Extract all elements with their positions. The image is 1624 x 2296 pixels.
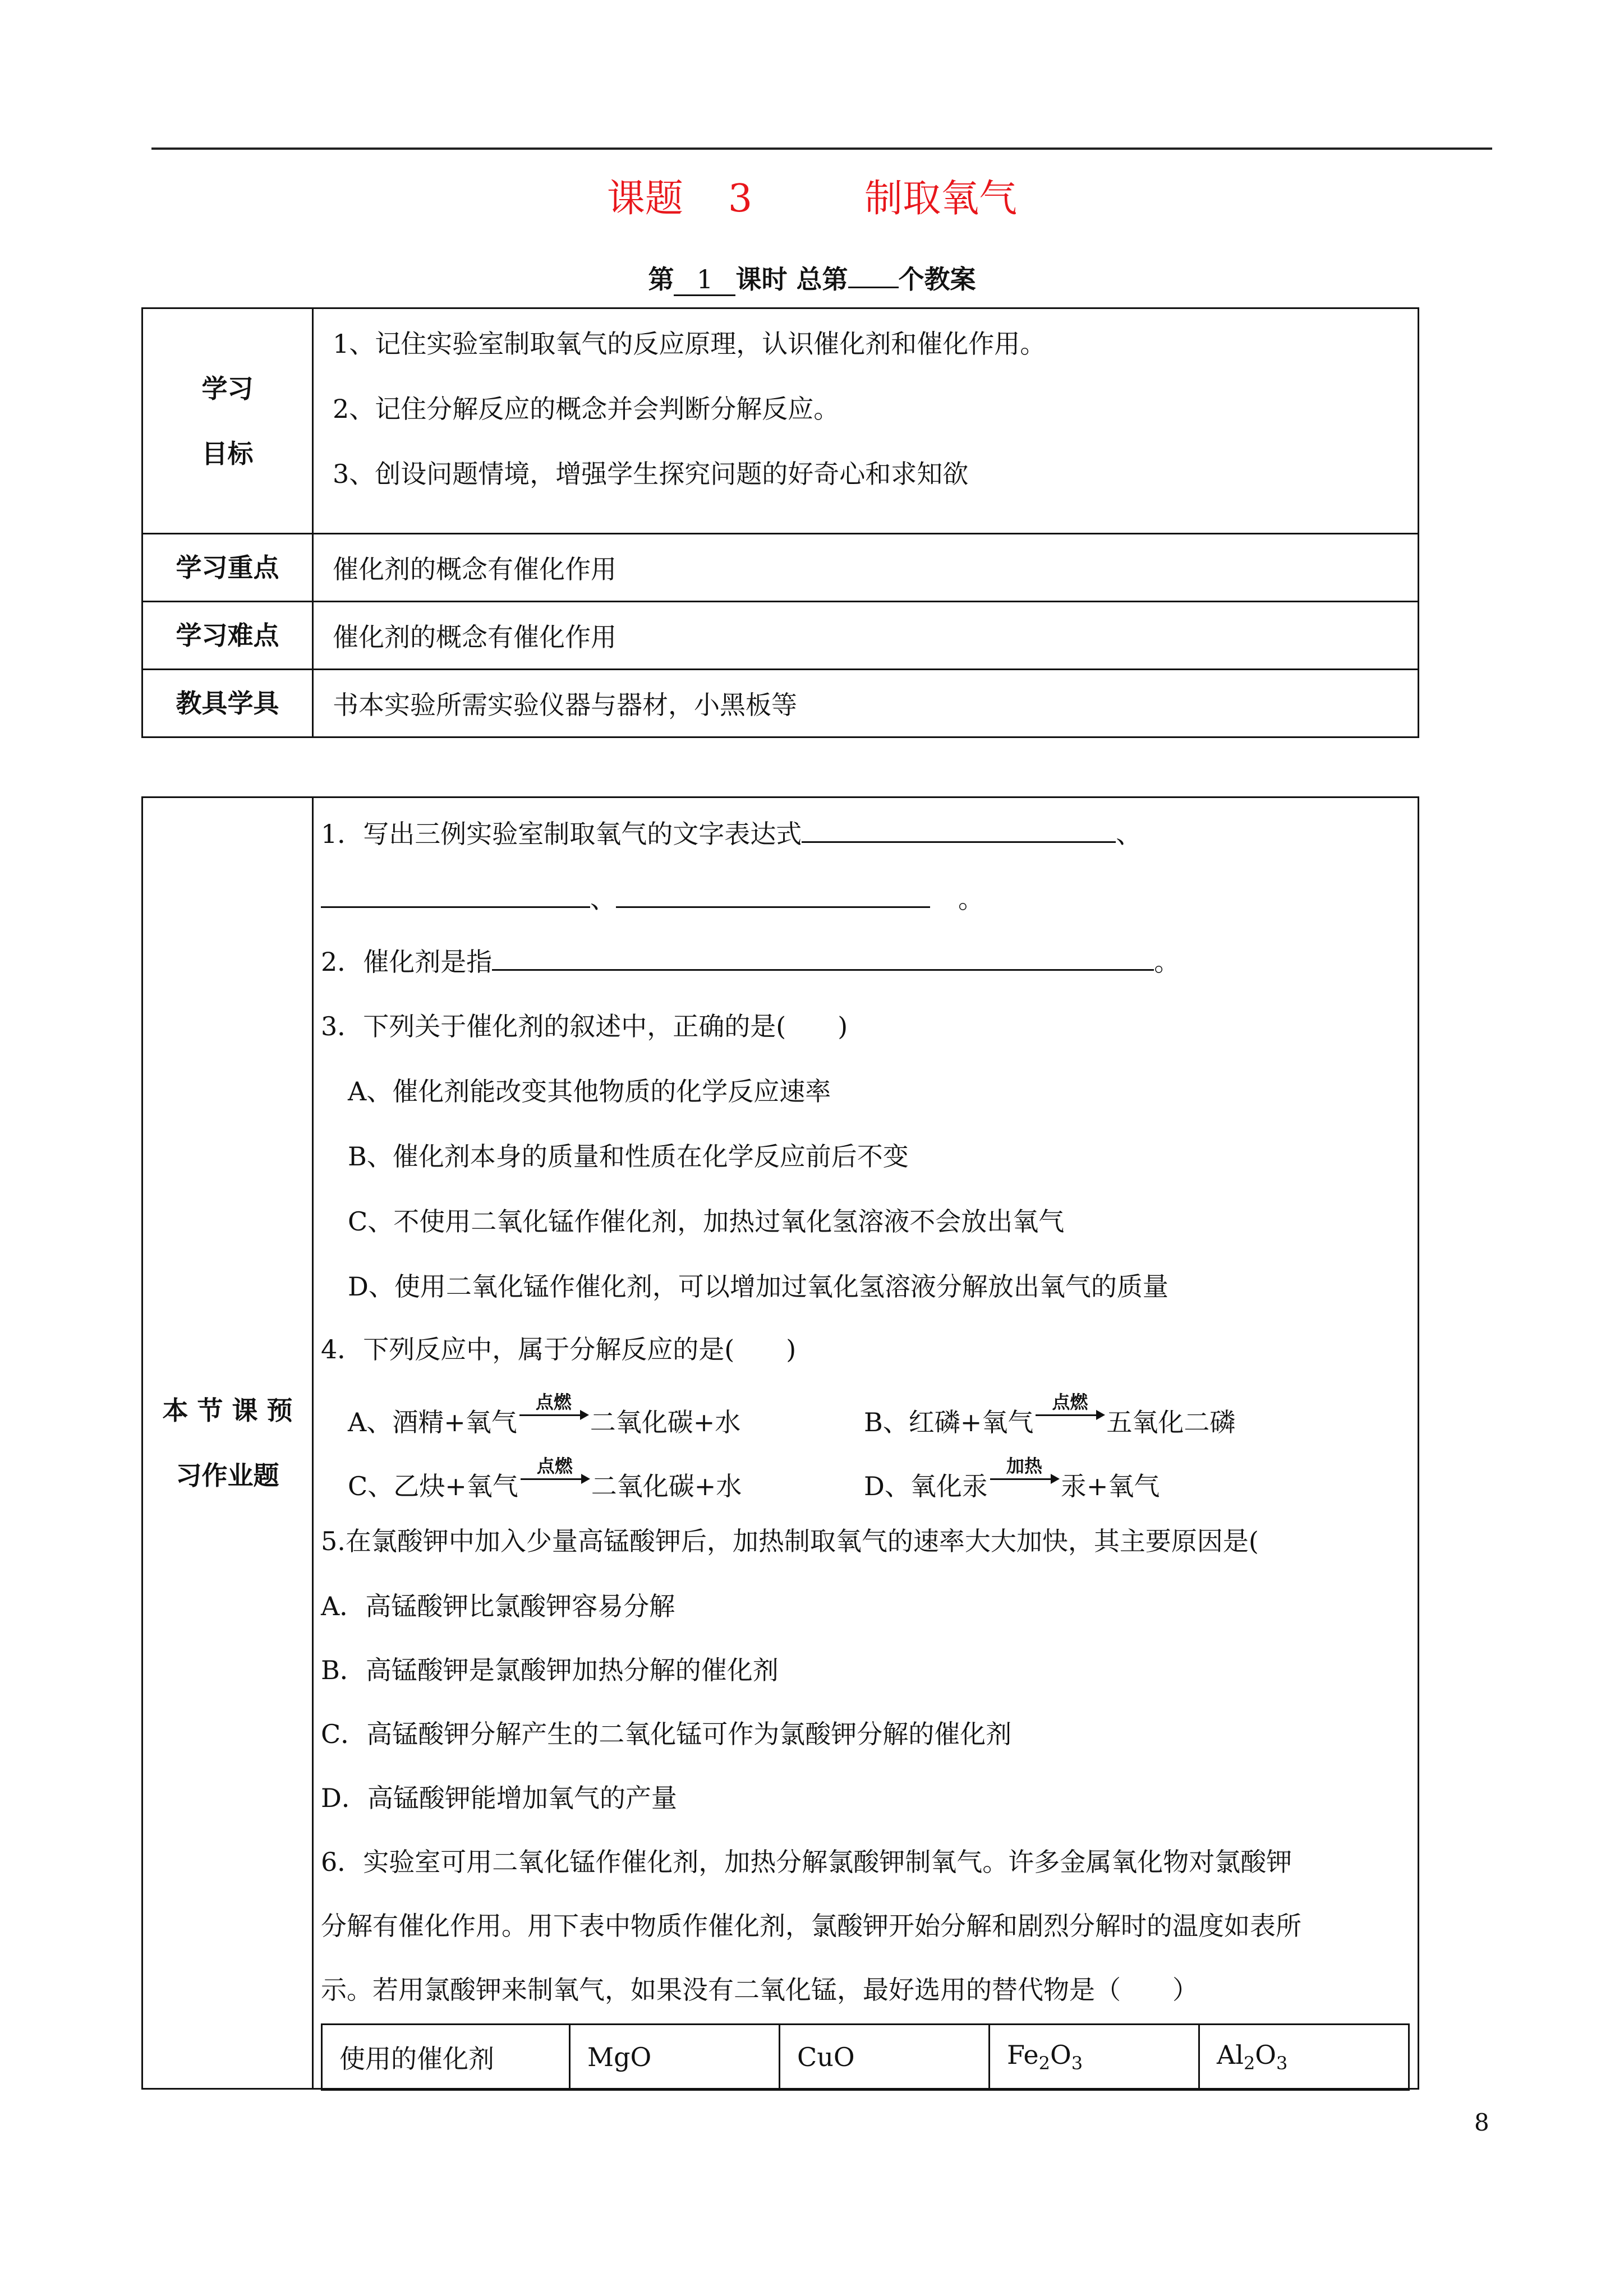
formula-subscript: 2: [1243, 2053, 1255, 2074]
separator: 、: [590, 884, 616, 914]
formula-element: Fe: [1007, 2040, 1039, 2071]
homework-content: [313, 797, 1419, 2089]
reaction-arrow: [517, 1391, 590, 1431]
question-3-option: B、催化剂本身的质量和性质在化学反应前后不变: [348, 1141, 909, 1172]
question-4: 4．下列反应中，属于分解反应的是( ): [321, 1334, 797, 1364]
question-6-line: 6．实验室可用二氧化锰作催化剂，加热分解氯酸钾制氧气。许多金属氧化物对氯酸钾: [321, 1847, 1292, 1877]
question-4-option: [348, 1455, 742, 1503]
teaching-aids-value: 书本实验所需实验仪器与器材，小黑板等: [313, 670, 1419, 737]
subtitle-suffix: 个教案: [898, 264, 976, 294]
question-2: [321, 944, 1180, 979]
question-5: 5.在氯酸钾中加入少量高锰酸钾后，加热制取氧气的速率大大加快，其主要原因是(: [321, 1526, 1259, 1556]
title-part-3: 制取氧气: [864, 177, 1018, 221]
answer-blank[interactable]: [802, 817, 1116, 843]
reactants: C、乙炔+氧气: [348, 1471, 518, 1501]
reaction-condition: 点燃: [1052, 1391, 1088, 1413]
question-4-option: [864, 1391, 1236, 1439]
formula-subscript: 3: [1276, 2053, 1288, 2074]
lesson-info-table: [141, 307, 1419, 738]
homework-label-line-2: 习作业题: [176, 1460, 279, 1491]
answer-blank[interactable]: [492, 944, 1154, 971]
homework-label: [142, 797, 313, 2089]
question-5-option: C．高锰酸钾分解产生的二氧化锰可作为氯酸钾分解的催化剂: [321, 1719, 1012, 1749]
end-mark: 。: [1154, 947, 1180, 977]
question-4-option: [348, 1391, 741, 1439]
reaction-arrow: [988, 1455, 1061, 1495]
formula-subscript: 3: [1071, 2053, 1083, 2074]
question-5-option: B．高锰酸钾是氯酸钾加热分解的催化剂: [321, 1655, 779, 1685]
answer-blank[interactable]: [321, 882, 590, 908]
reaction-condition: 点燃: [535, 1391, 572, 1413]
end-mark: 。: [958, 884, 984, 914]
total-number-blank: [848, 287, 899, 288]
goals-content: [313, 308, 1419, 534]
formula-element: Al: [1217, 2040, 1244, 2071]
lesson-number-blank: 1: [674, 264, 735, 296]
goal-item: 1、记住实验室制取氧气的反应原理，认识催化剂和催化作用。: [333, 329, 1046, 359]
catalyst-header: 使用的催化剂: [322, 2025, 570, 2090]
goal-item: 2、记住分解反应的概念并会判断分解反应。: [333, 394, 840, 424]
question-3-option: C、不使用二氧化锰作催化剂，加热过氧化氢溶液不会放出氧气: [348, 1206, 1065, 1237]
question-3: 3．下列关于催化剂的叙述中，正确的是( ): [321, 1011, 848, 1041]
title-part-2: 3: [728, 177, 753, 221]
subtitle-prefix: 第: [648, 264, 674, 294]
teaching-aids-label: 教具学具: [142, 670, 313, 737]
homework-label-line-1: 本 节 课 预: [162, 1395, 293, 1426]
reaction-condition: 加热: [1006, 1455, 1042, 1477]
reaction-arrow: [518, 1455, 591, 1495]
question-2-text: 2．催化剂是指: [321, 947, 493, 977]
question-5-option: D．高锰酸钾能增加氧气的产量: [321, 1783, 677, 1813]
question-4-option: [864, 1455, 1160, 1503]
formula-element: O: [1255, 2040, 1277, 2071]
reaction-arrow: [1033, 1391, 1106, 1431]
question-1: [321, 817, 1142, 851]
formula-element: O: [1050, 2040, 1071, 2071]
catalyst-table: [321, 2023, 1410, 2091]
products: 五氧化二磷: [1106, 1407, 1236, 1437]
products: 汞+氧气: [1060, 1471, 1160, 1501]
page-number: 8: [1474, 2109, 1489, 2136]
question-5-option: A．高锰酸钾比氯酸钾容易分解: [321, 1591, 675, 1621]
goals-row: [142, 308, 1419, 534]
question-3-option: A、催化剂能改变其他物质的化学反应速率: [348, 1076, 831, 1106]
catalyst-cell: [990, 2025, 1199, 2090]
page-title: [0, 168, 1624, 223]
difficulties-value: 催化剂的概念有催化作用: [313, 602, 1419, 670]
question-1-cont: [321, 882, 984, 916]
catalyst-cell: [1199, 2025, 1409, 2090]
key-points-row: [142, 534, 1419, 602]
title-part-1: 课题: [606, 177, 683, 221]
products: 二氧化碳+水: [590, 1407, 741, 1437]
question-6-line: 示。若用氯酸钾来制氧气，如果没有二氧化锰，最好选用的替代物是（ ）: [321, 1975, 1198, 2005]
goals-label: [142, 308, 313, 534]
homework-table: [141, 796, 1419, 2090]
formula-subscript: 2: [1038, 2053, 1050, 2074]
answer-blank[interactable]: [616, 882, 930, 908]
products: 二氧化碳+水: [591, 1471, 742, 1501]
catalyst-cell: CuO: [780, 2025, 990, 2090]
goals-label-line-2: 目标: [201, 438, 254, 469]
header-rule: [151, 147, 1492, 150]
difficulties-label: 学习难点: [142, 602, 313, 670]
teaching-aids-row: [142, 670, 1419, 737]
question-3-option: D、使用二氧化锰作催化剂，可以增加过氧化氢溶液分解放出氧气的质量: [348, 1271, 1168, 1302]
difficulties-row: [142, 602, 1419, 670]
separator: 、: [1116, 819, 1142, 849]
reactants: B、红磷+氧气: [864, 1407, 1034, 1437]
question-6-line: 分解有催化作用。用下表中物质作催化剂，氯酸钾开始分解和剧烈分解时的温度如表所: [321, 1911, 1301, 1941]
catalyst-cell: MgO: [570, 2025, 780, 2090]
question-1-text: 1．写出三例实验室制取氧气的文字表达式: [321, 819, 802, 849]
goals-label-line-1: 学习: [201, 373, 254, 404]
subtitle-mid: 课时 总第: [735, 264, 848, 294]
reactants: D、氧化汞: [864, 1471, 988, 1501]
goal-item: 3、创设问题情境，增强学生探究问题的好奇心和求知欲: [333, 459, 969, 489]
key-points-value: 催化剂的概念有催化作用: [313, 534, 1419, 602]
reaction-condition: 点燃: [536, 1455, 573, 1477]
lesson-subtitle: [0, 259, 1624, 296]
reactants: A、酒精+氧气: [348, 1407, 517, 1437]
key-points-label: 学习重点: [142, 534, 313, 602]
